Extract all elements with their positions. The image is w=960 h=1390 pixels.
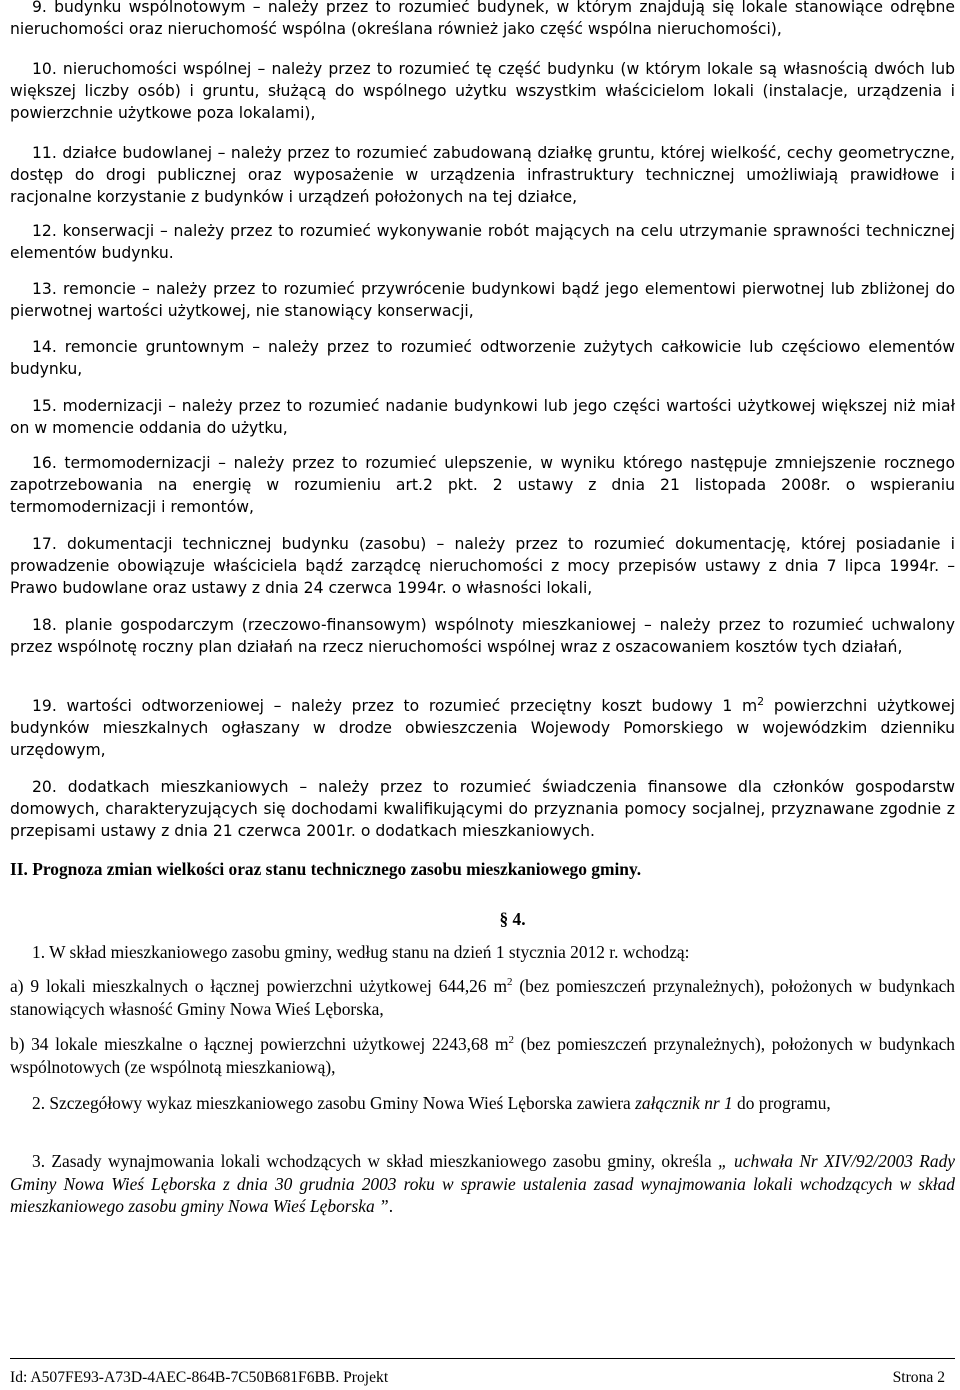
definition-9: 9. budynku wspólnotowym – należy przez to rozumieć budynek, w którym znajdują się lokale stanowiące odrębne nieruchomości oraz nieruchomość wspólna (określana również jako część wspólna nieruchomości), [10,0,955,38]
item-1: 1. W skład mieszkaniowego zasobu gminy, według stanu na dzień 1 stycznia 2012 r. wchodzą: [32,942,690,962]
definition-17: 17. dokumentacji technicznej budynku (zasobu) – należy przez to rozumieć dokumentację, której posiadanie i prowadzenie obowiązuje właściciela bądź zarządcę nieruchomości z mocy przepisów ustawy z dnia 7 lipca 1994r. – Prawo budowlane oraz ustawy z dnia 24 czerwca 1994r. o własności lokali, [10,535,955,597]
definition-15: 15. modernizacji – należy przez to rozumieć nadanie budynkowi lub jego części wartości użytkowej większej niż miał on w momencie oddania do użytku, [10,397,955,437]
item-a [10,975,955,1020]
item-b-text-rest: (bez pomieszczeń przynależnych), położonych w budynkach wspólnotowych (ze wspólnotą mieszkaniową), [10,1034,955,1077]
item-a-text-rest: (bez pomieszczeń przynależnych), położonych w budynkach stanowiących własność Gminy Nowa Wieś Lęborska, [10,976,955,1019]
definition-14: 14. remoncie gruntownym – należy przez to rozumieć odtworzenie zużytych całkowicie lub częściowo elementów budynku, [10,338,955,378]
document-id: Id: A507FE93-A73D-4AEC-864B-7C50B681F6BB. Projekt [10,1369,389,1386]
chapter-heading: II. Prognoza zmian wielkości oraz stanu technicznego zasobu mieszkaniowego gminy. [10,859,642,879]
definition-10: 10. nieruchomości wspólnej – należy przez to rozumieć tę część budynku (w którym lokale są własnością dwóch lub większej liczby osób) i gruntu, służącą do wspólnego użytku wszystkim właścicielom lokali (instalacje, urządzenia i powierzchnie użytkowe poza lokalami), [10,60,955,122]
item-a-text: a) 9 lokali mieszkalnych o łącznej powierzchni użytkowej 644,26 m [10,976,507,996]
section-number: § 4. [499,909,526,929]
page-number: Strona 2 [892,1369,945,1386]
item-b [10,1033,955,1078]
item-3-text-rest: . [388,1196,394,1216]
item-2 [10,1092,955,1115]
definition-13: 13. remoncie – należy przez to rozumieć przywrócenie budynkowi bądź jego elementowi pierwotnej lub zbliżonej do pierwotnej wartości użytkowej, nie stanowiący konserwacji, [10,280,955,320]
item-2-text: 2. Szczegółowy wykaz mieszkaniowego zasobu Gminy Nowa Wieś Lęborska zawiera [32,1093,636,1113]
resolution-reference: „ uchwała Nr XIV/92/2003 Rady Gminy Nowa Wieś Lęborska z dnia 30 grudnia 2003 roku w sprawie ustalenia zasad wynajmowania lokali wchodzących w skład mieszkaniowego zasobu gminy Nowa Wieś Lęborska ” [10,1151,956,1216]
item-3-text: 3. Zasady wynajmowania lokali wchodzących w skład mieszkaniowego zasobu gminy, określa [32,1151,718,1171]
item-3 [10,1150,955,1218]
page-footer [10,1368,945,1388]
definition-19-text-rest: powierzchni użytkowej budynków mieszkalnych ogłaszany w drodze obwieszczenia Wojewody Pomorskiego w wojewódzkim dzienniku urzędowym, [10,697,955,759]
item-b-text: b) 34 lokale mieszkalne o łącznej powierzchni użytkowej 2243,68 m [10,1034,509,1054]
definition-12: 12. konserwacji – należy przez to rozumieć wykonywanie robót mających na celu utrzymanie sprawności technicznej elementów budynku. [10,222,955,262]
definition-19-text: 19. wartości odtworzeniowej – należy przez to rozumieć przeciętny koszt budowy 1 m [32,697,758,715]
footer-divider [10,1358,955,1359]
attachment-reference: załącznik nr 1 [635,1093,733,1113]
definition-16: 16. termomodernizacji – należy przez to rozumieć ulepszenie, w wyniku którego następuje zmniejszenie rocznego zapotrzebowania na energię w rozumieniu art.2 pkt. 2 ustawy z dnia 21 listopada 2008r. o wspieraniu termomodernizacji i remontów, [10,454,955,516]
definition-11: 11. działce budowlanej – należy przez to rozumieć zabudowaną działkę gruntu, której wielkość, cechy geometryczne, dostęp do drogi publicznej oraz wyposażenie w urządzenia infrastruktury technicznej umożliwiają prawidłowe i racjonalne korzystanie z budynków i urządzeń położonych na tej działce, [10,144,955,206]
superscript: 2 [506,976,513,989]
definition-18: 18. planie gospodarczym (rzeczowo-finansowym) wspólnoty mieszkaniowej – należy przez to rozumieć uchwalony przez wspólnotę roczny plan działań na rzecz nieruchomości wspólnej wraz z oszacowaniem kosztów tych działań, [10,616,955,656]
definition-20: 20. dodatkach mieszkaniowych – należy przez to rozumieć świadczenia finansowe dla członków gospodarstw domowych, charakteryzujących się dochodami kwalifikującymi do przyznania pomocy socjalnej, przyznawane zgodnie z przepisami ustawy z dnia 21 czerwca 2001r. o dodatkach mieszkaniowych. [10,778,955,840]
superscript: 2 [757,694,765,708]
definition-19 [10,695,955,761]
superscript: 2 [508,1034,515,1047]
item-2-text-rest: do programu, [732,1093,831,1113]
